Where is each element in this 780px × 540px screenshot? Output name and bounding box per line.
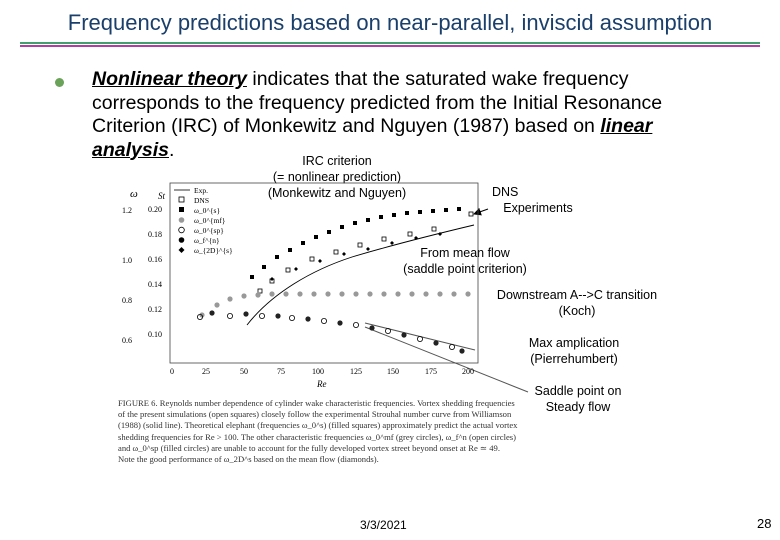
left-axis-label: ω <box>130 188 138 200</box>
left-tick-4: 0.6 <box>122 336 132 345</box>
legend-exp: Exp. <box>194 186 208 195</box>
x-tick-125: 125 <box>350 367 362 376</box>
label-saddle-line2: Steady flow <box>545 400 611 414</box>
label-mean-flow-line2: (saddle point criterion) <box>403 262 527 276</box>
st-tick-3: 0.16 <box>148 255 162 264</box>
st-tick-4: 0.14 <box>148 280 162 289</box>
x-tick-25: 25 <box>202 367 210 376</box>
x-axis-label: Re <box>317 379 327 389</box>
left-tick-1: 1.2 <box>122 206 132 215</box>
st-tick-6: 0.10 <box>148 330 162 339</box>
label-dns-line2: Experiments <box>503 201 573 215</box>
series-diamonds <box>270 232 442 281</box>
x-tick-175: 175 <box>425 367 437 376</box>
label-irc-line3: (Monkewitz and Nguyen) <box>267 186 407 200</box>
x-tick-0: 0 <box>170 367 174 376</box>
label-max-amp-line1: Max amplication <box>528 336 620 350</box>
label-max-amp-line2: (Pierrehumbert) <box>530 352 618 366</box>
figure-legend <box>174 186 233 255</box>
bullet-body: indicates that the saturated wake frequency corresponds to the frequency predicted from the Initial Resonance Criterion (IRC) of Monkewitz and Nguyen (1987) based on <box>92 68 663 137</box>
series-filled-squares <box>250 207 461 279</box>
bullet-emphasis-2: linear analysis <box>92 115 653 161</box>
st-tick-2: 0.18 <box>148 230 162 239</box>
series-open-squares <box>258 212 473 293</box>
slide-title: Frequency predictions based on near-parallel, inviscid assumption <box>67 10 713 35</box>
left-tick-2: 1.0 <box>122 256 132 265</box>
bullet-end: . <box>168 138 175 161</box>
label-saddle-line1: Saddle point on <box>534 384 622 398</box>
frequency-figure <box>112 175 492 390</box>
x-tick-200: 200 <box>462 367 474 376</box>
legend-omega-fn: ω_f^{n} <box>194 236 220 245</box>
x-tick-100: 100 <box>312 367 324 376</box>
label-irc-line2: (= nonlinear prediction) <box>272 170 402 184</box>
right-axis-label: St <box>158 191 166 201</box>
label-irc-line1: IRC criterion <box>302 154 372 168</box>
bullet-emphasis-1: Nonlinear theory <box>92 68 247 90</box>
label-downstream-line2: (Koch) <box>558 304 596 318</box>
label-mean-flow-line1: From mean flow <box>420 246 510 260</box>
legend-omega-s: ω_0^{s} <box>194 206 221 215</box>
legend-omega-sp: ω_0^{sp} <box>194 226 224 235</box>
legend-dns: DNS <box>194 196 210 205</box>
series-grey-circles <box>199 291 470 317</box>
legend-omega-mf: ω_0^{mf} <box>194 216 226 225</box>
x-tick-150: 150 <box>387 367 399 376</box>
series-open-circles <box>197 313 454 349</box>
experimental-curve <box>247 225 474 325</box>
page-number: 28 <box>757 516 772 531</box>
label-dns-line1: DNS <box>492 185 519 199</box>
st-tick-5: 0.12 <box>148 305 162 314</box>
st-tick-1: 0.20 <box>148 205 162 214</box>
series-filled-circles <box>209 310 464 353</box>
x-tick-75: 75 <box>277 367 285 376</box>
left-tick-3: 0.8 <box>122 296 132 305</box>
label-downstream-line1: Downstream A-->C transition <box>496 288 658 302</box>
figure-caption: FIGURE 6. Reynolds number dependence of cylinder wake characteristic frequencies. Vortex shedding frequencies of the present simulations (open squares) closely follow the experimental Strouhal number curve from Williamson (1988) (solid line). Theoretical elephant (frequencies ω_0^s) (filled squares) approximately predict the actual vortex shedding frequencies for Re > 100. The other characteristic frequencies ω_0^mf (grey circles), ω_f^n (open circles) and ω_0^sp (filled circles) are unable to account for the fully developed vortex street beyond onset at Re ≃ 49. Note the good performance of ω_2D^s based on the mean flow (diamonds). <box>118 398 518 465</box>
legend-omega-2d: ω_{2D}^{s} <box>194 246 233 255</box>
footer-date: 3/3/2021 <box>360 518 407 532</box>
x-tick-50: 50 <box>240 367 248 376</box>
